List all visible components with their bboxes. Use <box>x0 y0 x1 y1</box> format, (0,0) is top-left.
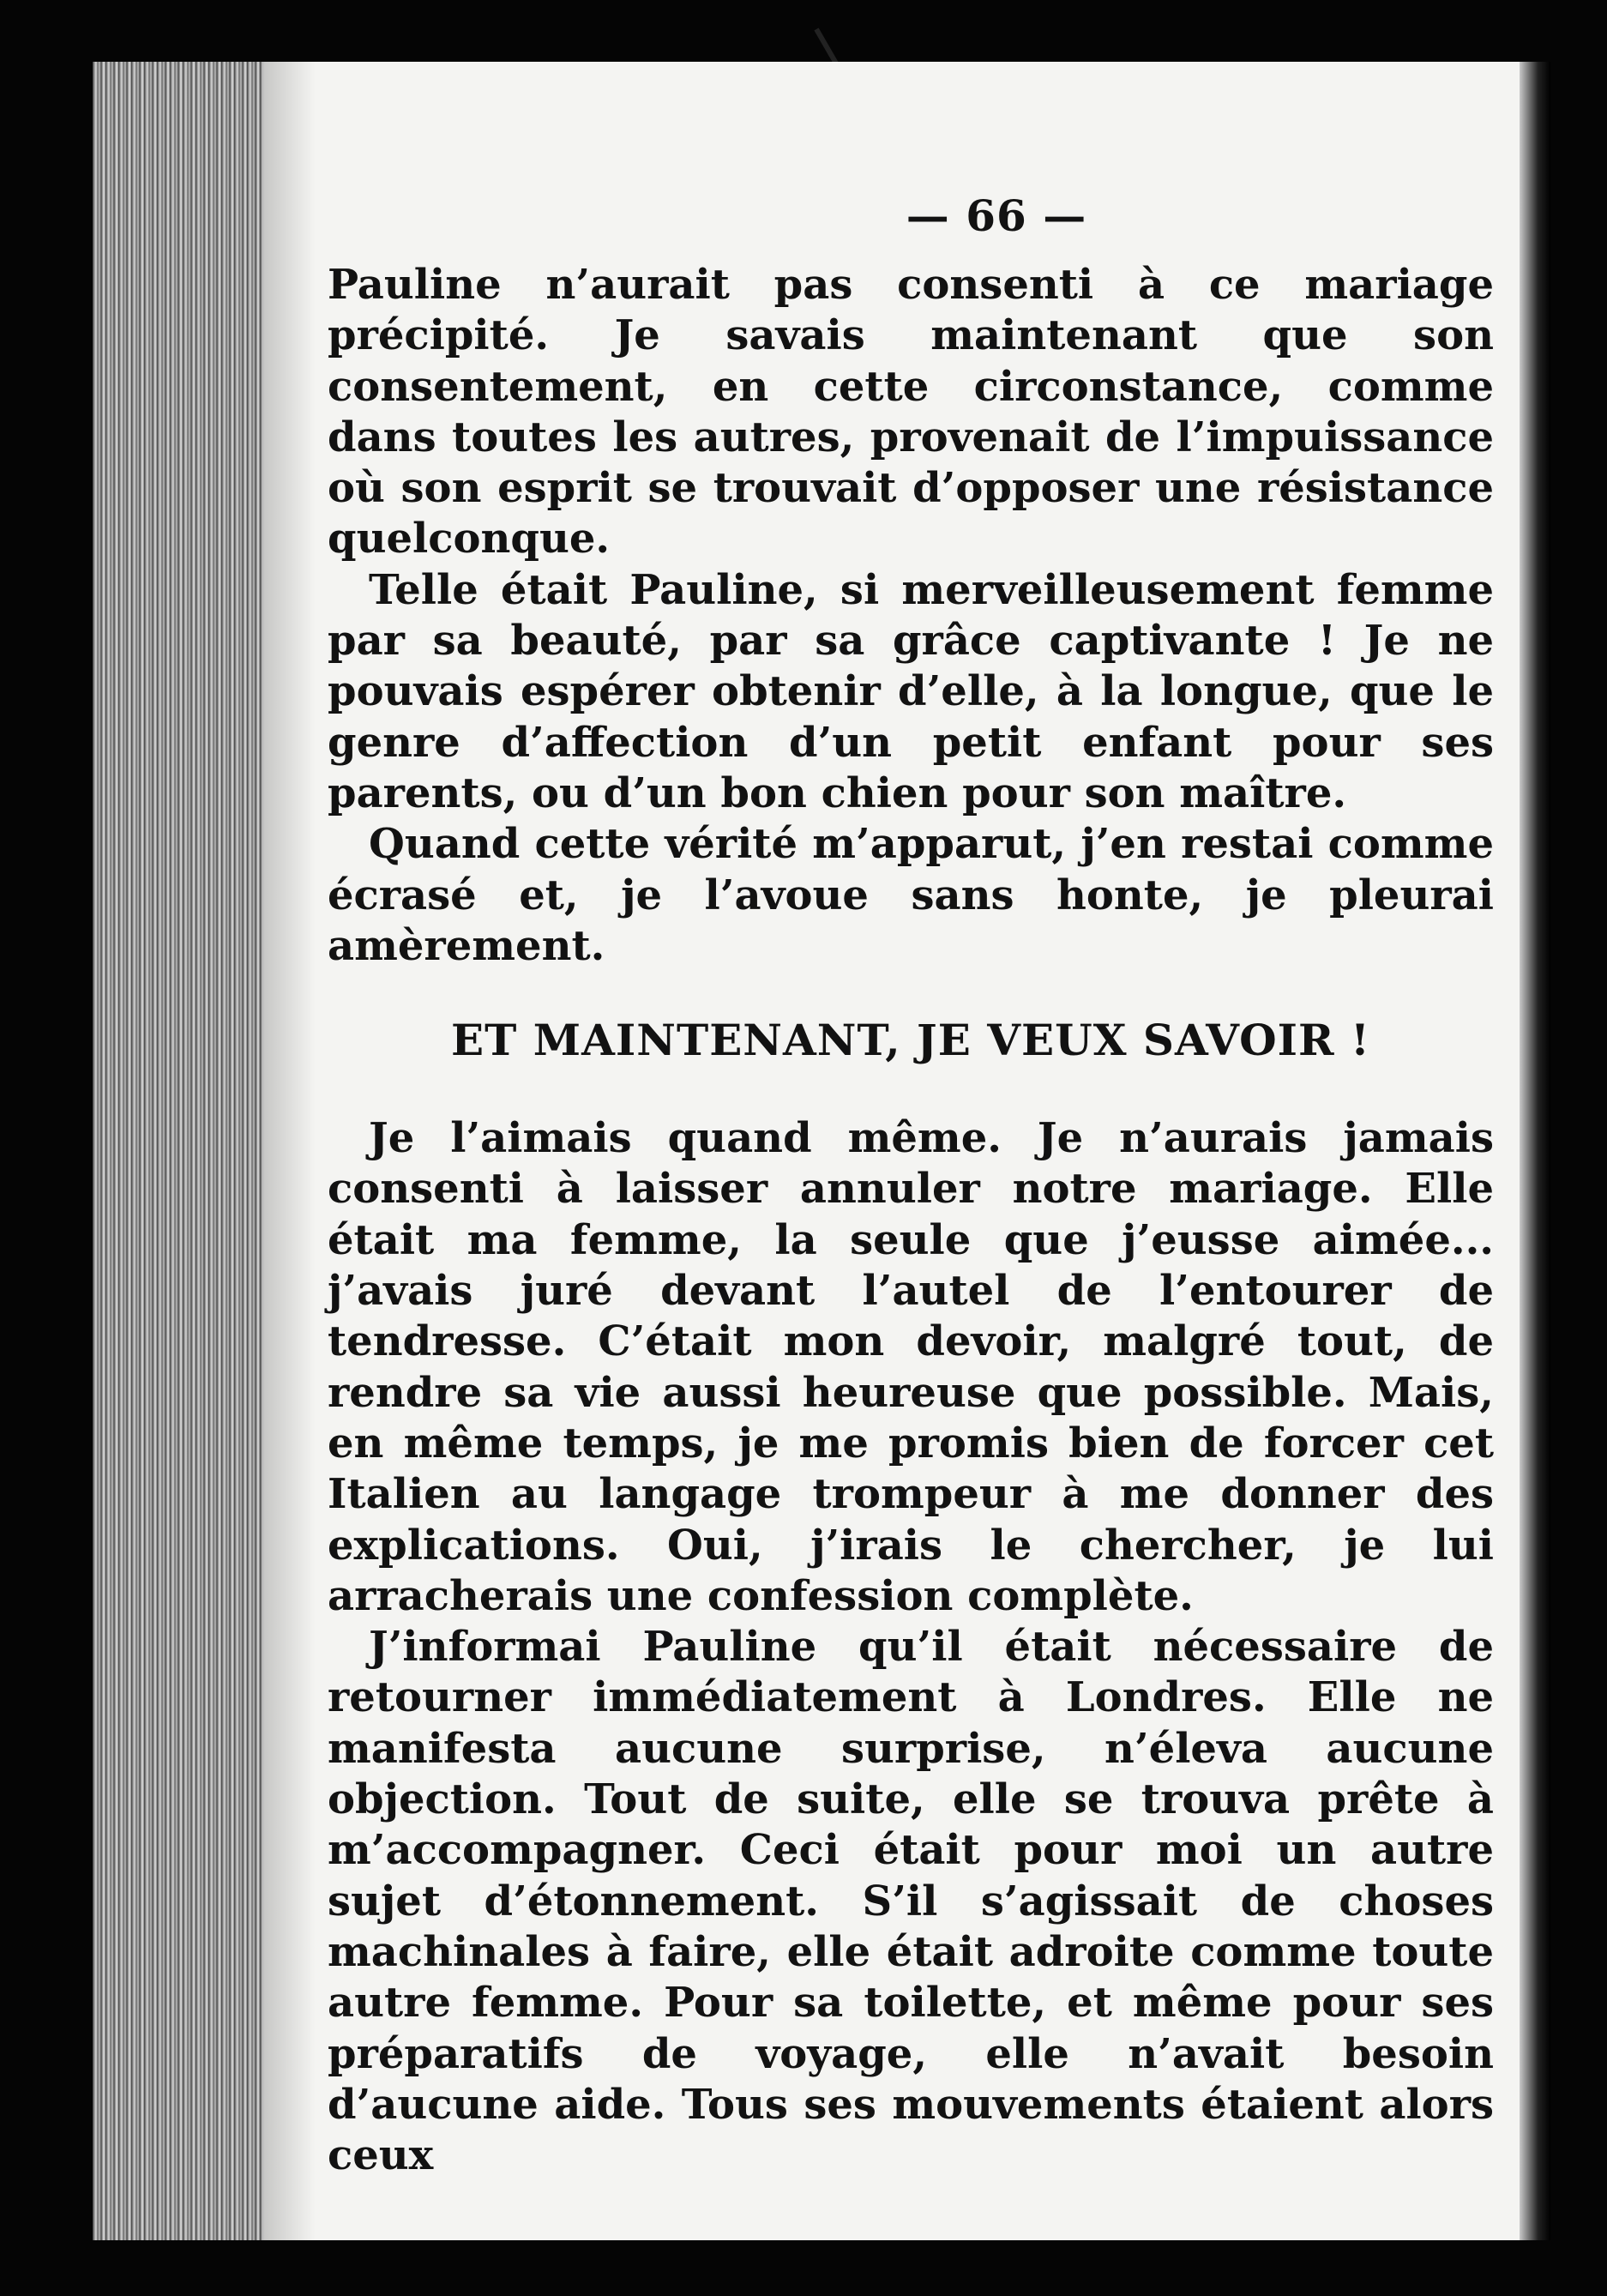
paragraph: Pauline n’aurait pas consenti à ce mariage précipité. Je savais maintenant que son consentement, en cette circonstance, comme dans toutes les autres, provenait de l’impuissance où son esprit se trouvait d’opposer une résistance quelconque. <box>328 261 1494 563</box>
right-gutter <box>1520 62 1550 2240</box>
paragraph: Telle était Pauline, si merveilleusement femme par sa beauté, par sa grâce captivante ! Je ne pouvais espérer obtenir d’elle, à la longue, que le genre d’affection d’un petit enfant pour ses parents, ou d’un bon chien pour son maître. <box>328 565 1494 817</box>
section-heading: ET MAINTENANT, JE VEUX SAVOIR ! <box>451 1015 1370 1066</box>
book-fore-edge <box>93 62 264 2240</box>
paragraph: Quand cette vérité m’apparut, j’en restai comme écrasé et, je l’avoue sans honte, je pleurai amèrement. <box>328 820 1494 970</box>
page-number: — 66 — <box>906 190 1087 241</box>
paragraph: Je l’aimais quand même. Je n’aurais jamais consenti à laisser annuler notre mariage. Elle était ma femme, la seule que j’eusse aimée... j’avais juré devant l’autel de l’entourer de tendresse. C’était mon devoir, malgré tout, de rendre sa vie aussi heureuse que possible. Mais, en même temps, je me promis bien de forcer cet Italien au langage trompeur à me donner des explications. Oui, j’irais le chercher, je lui arracherais une confession complète. <box>328 1114 1494 1620</box>
text-block <box>328 190 1494 2181</box>
paragraph: J’informai Pauline qu’il était nécessaire de retourner immédiatement à Londres. Elle ne manifesta aucune surprise, n’éleva aucune objection. Tout de suite, elle se trouva prête à m’accompagner. Ceci était pour moi un autre sujet d’étonnement. S’il s’agissait de choses machinales à faire, elle était adroite comme toute autre femme. Pour sa toilette, et même pour ses préparatifs de voyage, elle n’avait besoin d’aucune aide. Tous ses mouvements étaient alors ceux <box>328 1623 1494 2180</box>
page-shadow <box>264 62 316 2240</box>
